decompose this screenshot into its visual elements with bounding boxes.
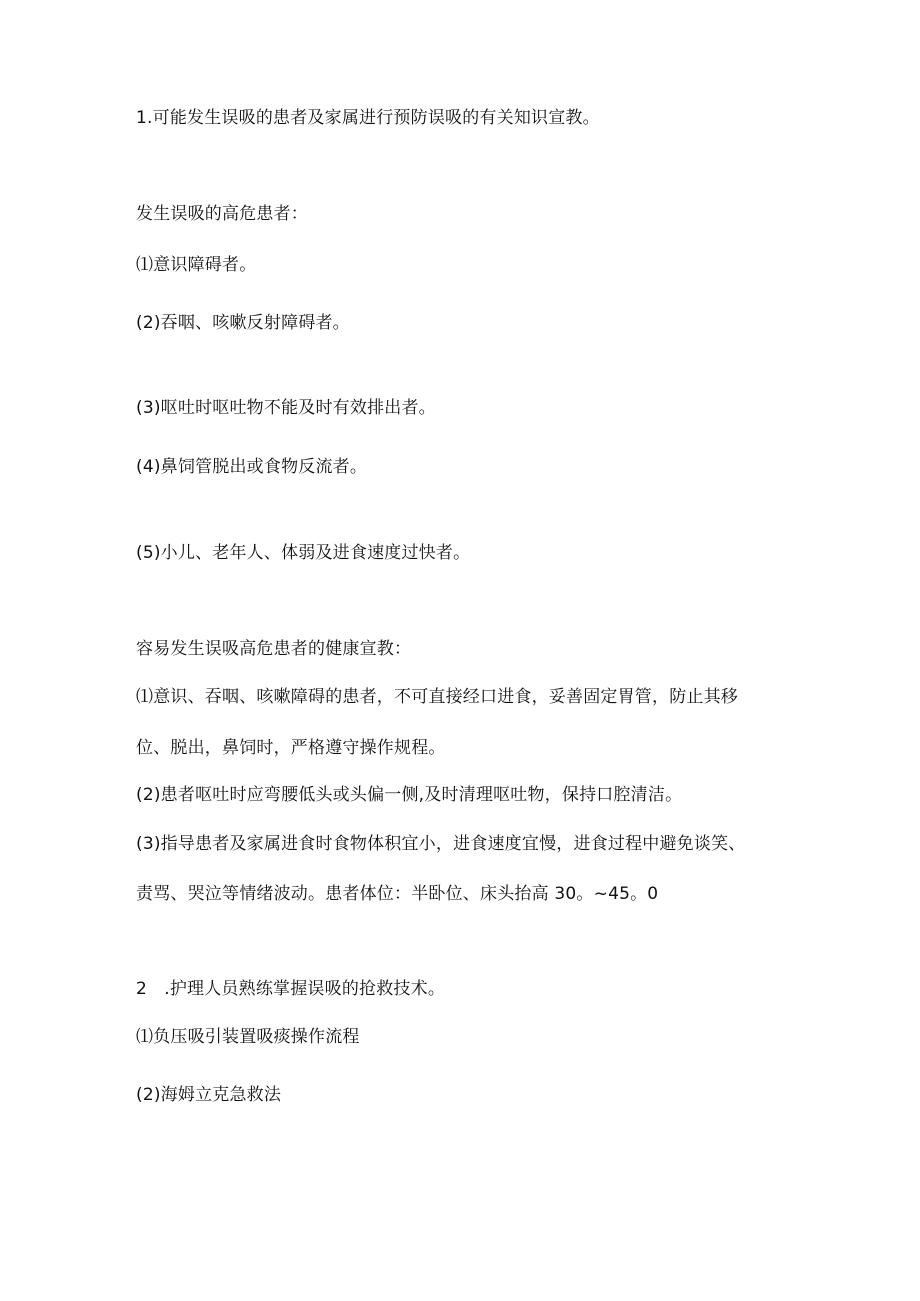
education-title: 容易发生误吸高危患者的健康宣教： [136,639,412,659]
high-risk-title: 发生误吸的高危患者： [136,204,308,224]
education-line-3: (2)患者呕吐时应弯腰低头或头偏一侧,及时清理呕吐物，保持口腔清洁。 [136,785,683,805]
education-line-5: 责骂、哭泣等情绪波动。患者体位：半卧位、床头抬高 30。~45。0 [136,884,659,904]
rescue-item-1: ⑴负压吸引装置吸痰操作流程 [136,1027,360,1047]
education-line-4: (3)指导患者及家属进食时食物体积宜小，进食速度宜慢，进食过程中避免谈笑、 [136,834,746,854]
section-1-heading: 1.可能发生误吸的患者及家属进行预防误吸的有关知识宣教。 [136,108,600,128]
high-risk-item-3: (3)呕吐时呕吐物不能及时有效排出者。 [136,398,436,418]
high-risk-item-1: ⑴意识障碍者。 [136,255,257,275]
high-risk-item-2: (2)吞咽、咳嗽反射障碍者。 [136,313,350,333]
high-risk-item-4: (4)鼻饲管脱出或食物反流者。 [136,457,368,477]
education-line-1: ⑴意识、吞咽、咳嗽障碍的患者，不可直接经口进食，妥善固定胃管，防止其移 [136,687,738,707]
high-risk-item-5: (5)小儿、老年人、体弱及进食速度过快者。 [136,543,471,563]
education-line-2: 位、脱出，鼻饲时，严格遵守操作规程。 [136,738,446,758]
section-2-heading: 2 .护理人员熟练掌握误吸的抢救技术。 [136,979,446,999]
rescue-item-2: (2)海姆立克急救法 [136,1085,282,1105]
